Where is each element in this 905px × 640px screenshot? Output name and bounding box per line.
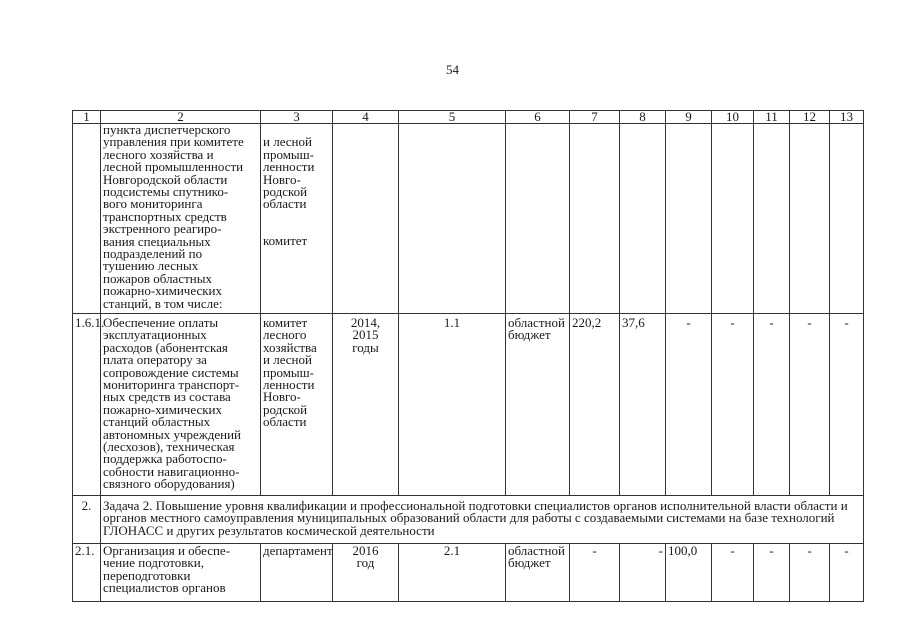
target-index-cell: 2.1 bbox=[399, 544, 506, 602]
funding-source-cell bbox=[506, 124, 570, 314]
row-number-cell bbox=[73, 124, 101, 314]
task-row bbox=[73, 496, 864, 544]
row-number-cell: 2.1. bbox=[73, 544, 101, 602]
amount-cell: - bbox=[666, 314, 712, 496]
amount-cell bbox=[830, 124, 864, 314]
executor-cell bbox=[261, 124, 333, 314]
amount-cell: 37,6 bbox=[620, 314, 666, 496]
amount-cell: 220,2 bbox=[570, 314, 620, 496]
amount-cell: 100,0 bbox=[666, 544, 712, 602]
column-header: 7 bbox=[570, 111, 620, 124]
executor-cell: комитет лесного хозяйства и лесной промыш- ленности Новго- родской области bbox=[261, 314, 333, 496]
activity-name-cell: Обеспечение оплаты эксплуатационных расходов (абонентская плата оператору за сопровождение системы мониторинга транспорт- ных средств из состава пожарно-химических станций областных автономных учреждений (лесхозов), техническая поддержка работоспо- собности навигационно- связного оборудования) bbox=[101, 314, 261, 496]
funding-source-cell: областной бюджет bbox=[506, 544, 570, 602]
page-number: 54 bbox=[446, 62, 459, 77]
amount-cell: - bbox=[830, 314, 864, 496]
task-description-cell: Задача 2. Повышение уровня квалификации и профессиональной подготовки специалистов органов исполнительной власти области и органов местного самоуправления муниципальных образований области для работы с создаваемыми системами на базе технологий ГЛОНАСС и других результатов космической деятельности bbox=[101, 496, 864, 544]
executor-cell: департамент bbox=[261, 544, 333, 602]
executor-extra-text: комитет bbox=[263, 233, 308, 249]
activity-name-cell: пункта диспетчерского управления при комитете лесного хозяйства и лесной промышленности Новгородской области подсистемы спутнико- вого мониторинга транспортных средств экстренного реагиро- вания специальных подразделений по тушению лесных пожаров областных пожарно-химических станций, в том числе: bbox=[101, 124, 261, 314]
amount-cell bbox=[754, 124, 790, 314]
period-cell: 2014, 2015 годы bbox=[333, 314, 399, 496]
period-cell bbox=[333, 124, 399, 314]
table-row bbox=[73, 124, 864, 314]
amount-cell: - bbox=[754, 544, 790, 602]
funding-source-cell: областной бюджет bbox=[506, 314, 570, 496]
target-index-cell: 1.1 bbox=[399, 314, 506, 496]
row-number-cell: 1.6.1. bbox=[73, 314, 101, 496]
column-header: 5 bbox=[399, 111, 506, 124]
column-header: 4 bbox=[333, 111, 399, 124]
amount-cell bbox=[712, 124, 754, 314]
amount-cell: - bbox=[712, 314, 754, 496]
column-header: 8 bbox=[620, 111, 666, 124]
amount-cell: - bbox=[570, 544, 620, 602]
amount-cell: - bbox=[754, 314, 790, 496]
table-row bbox=[73, 544, 864, 602]
program-table bbox=[72, 110, 864, 602]
column-header: 13 bbox=[830, 111, 864, 124]
task-number-cell: 2. bbox=[73, 496, 101, 544]
amount-cell bbox=[790, 124, 830, 314]
amount-cell bbox=[620, 124, 666, 314]
column-header: 3 bbox=[261, 111, 333, 124]
executor-text: и лесной промыш- ленности Новго- родской области bbox=[263, 134, 315, 212]
column-header: 12 bbox=[790, 111, 830, 124]
column-header: 11 bbox=[754, 111, 790, 124]
amount-cell: - bbox=[790, 314, 830, 496]
period-cell: 2016 год bbox=[333, 544, 399, 602]
column-header: 1 bbox=[73, 111, 101, 124]
amount-cell bbox=[666, 124, 712, 314]
table-row bbox=[73, 314, 864, 496]
amount-cell: - bbox=[790, 544, 830, 602]
amount-cell: - bbox=[830, 544, 864, 602]
amount-cell bbox=[570, 124, 620, 314]
activity-name-cell: Организация и обеспе- чение подготовки, переподготовки специалистов органов bbox=[101, 544, 261, 602]
amount-cell: - bbox=[712, 544, 754, 602]
column-header: 10 bbox=[712, 111, 754, 124]
target-index-cell bbox=[399, 124, 506, 314]
column-header: 2 bbox=[101, 111, 261, 124]
column-header: 9 bbox=[666, 111, 712, 124]
amount-cell: - bbox=[620, 544, 666, 602]
column-header: 6 bbox=[506, 111, 570, 124]
